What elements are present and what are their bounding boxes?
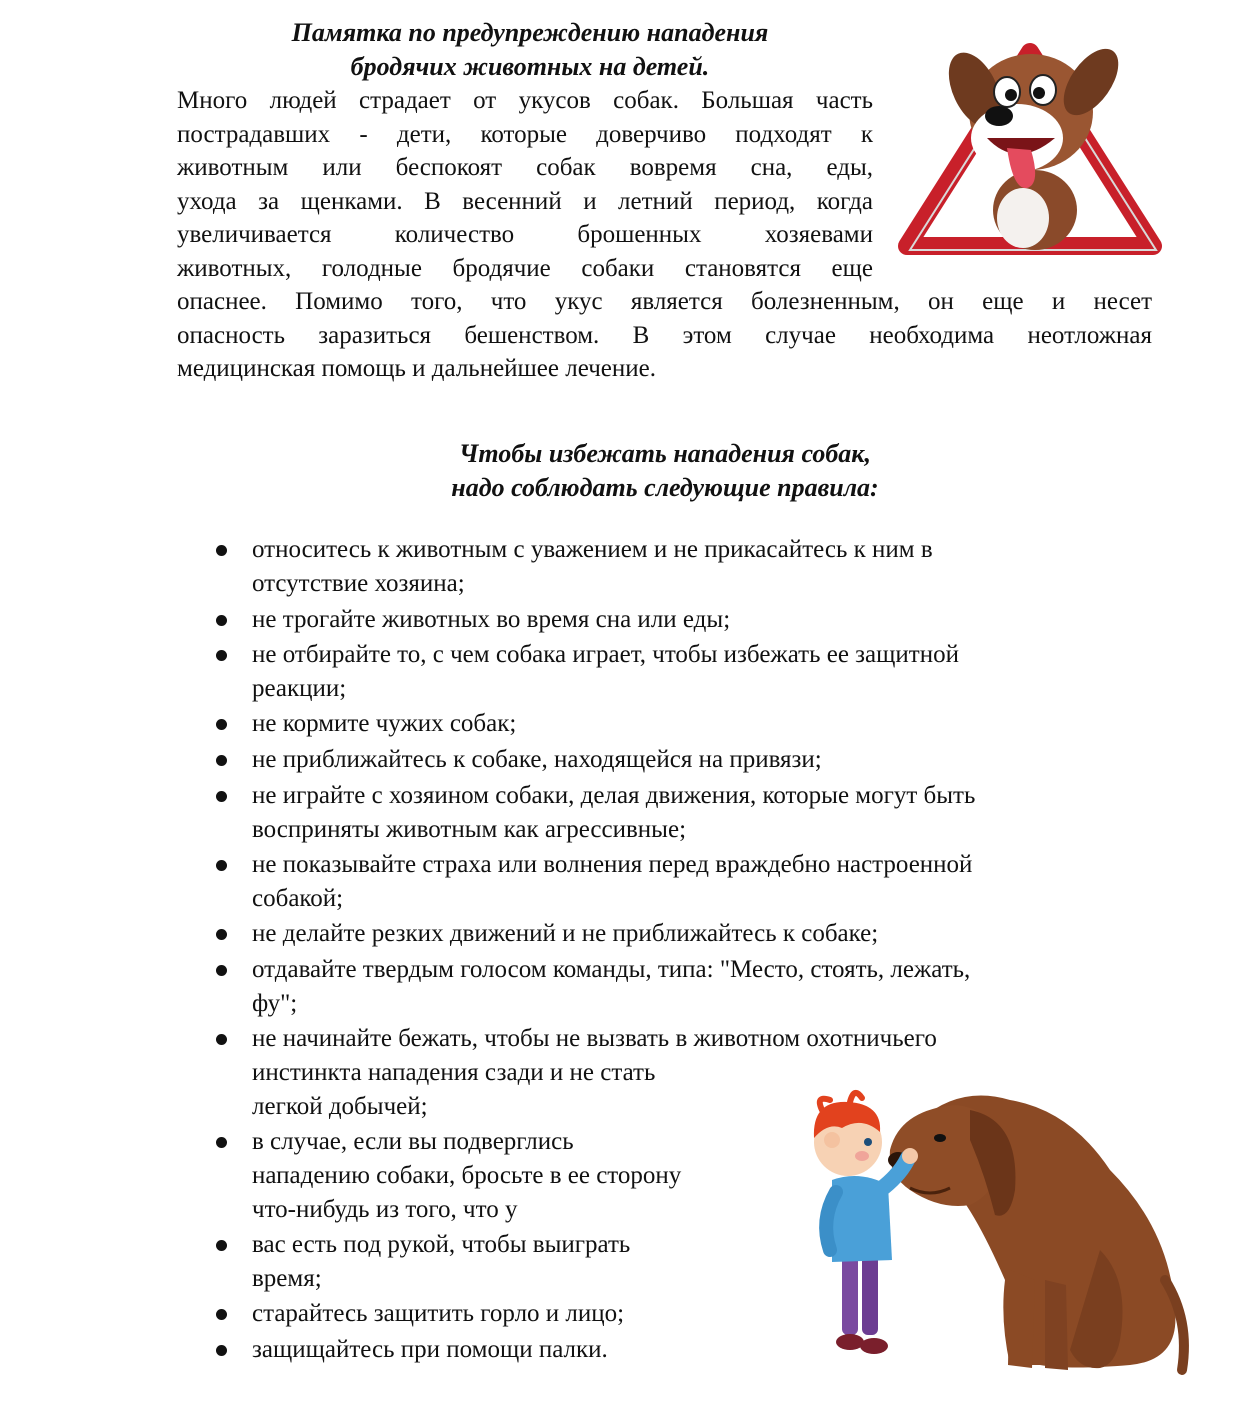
bullet-icon bbox=[216, 1309, 227, 1320]
rule-line: старайтесь защитить горло и лицо; bbox=[252, 1300, 625, 1327]
rule-line: инстинкта нападения сзади и не стать bbox=[252, 1059, 656, 1086]
child-and-dog-illustration bbox=[770, 1080, 1200, 1380]
rule-line: отдавайте твердым голосом команды, типа: "Место, стоять, лежать, bbox=[252, 956, 971, 983]
bullet-icon bbox=[216, 615, 227, 626]
rule-line: восприняты животным как агрессивные; bbox=[252, 816, 687, 843]
rule-text bbox=[252, 638, 1132, 706]
title-line-2: бродячих животных на детей. bbox=[350, 52, 710, 81]
bullet-icon bbox=[216, 719, 227, 730]
dog-warning-sign-icon bbox=[895, 20, 1165, 260]
rule-line: не играйте с хозяином собаки, делая движения, которые могут быть bbox=[252, 782, 976, 809]
rule-text bbox=[252, 779, 1132, 847]
rules-heading-line-1: Чтобы избежать нападения собак, bbox=[458, 439, 871, 468]
intro-line: увеличивается количество брошенных хозяевами bbox=[177, 221, 873, 248]
bullet-icon bbox=[216, 791, 227, 802]
rule-line: легкой добычей; bbox=[252, 1093, 428, 1120]
rule-line: защищайтесь при помощи палки. bbox=[252, 1336, 608, 1363]
intro-line: опасность заразиться бешенством. В этом случае необходима неотложная bbox=[177, 321, 1152, 349]
rule-text bbox=[252, 533, 1132, 601]
bullet-icon bbox=[216, 650, 227, 661]
rule-line: не отбирайте то, с чем собака играет, чтобы избежать ее защитной bbox=[252, 641, 959, 668]
rule-text bbox=[252, 848, 1132, 916]
rule-text bbox=[252, 953, 1132, 1021]
intro-line: медицинская помощь и дальнейшее лечение. bbox=[177, 355, 656, 382]
bullet-icon bbox=[216, 545, 227, 556]
bullet-icon bbox=[216, 755, 227, 766]
rule-line: нападению собаки, бросьте в ее сторону bbox=[252, 1162, 682, 1189]
intro-line: Много людей страдает от укусов собак. Большая часть bbox=[177, 87, 873, 114]
intro-line: животным или беспокоят собак вовремя сна, еды, bbox=[177, 154, 873, 181]
rule-line: не трогайте животных во время сна или еды; bbox=[252, 606, 731, 633]
intro-line: ухода за щенками. В весенний и летний период, когда bbox=[177, 187, 873, 215]
bullet-icon bbox=[216, 1137, 227, 1148]
rule-line: относитесь к животным с уважением и не прикасайтесь к ним в bbox=[252, 536, 933, 563]
rules-heading-line-2: надо соблюдать следующие правила: bbox=[451, 473, 879, 502]
rule-line: вас есть под рукой, чтобы выиграть bbox=[252, 1231, 631, 1258]
rule-text bbox=[252, 707, 1132, 741]
rule-line: не начинайте бежать, чтобы не вызвать в животном охотничьего bbox=[252, 1025, 937, 1052]
rule-line: не приближайтесь к собаке, находящейся на привязи; bbox=[252, 746, 822, 773]
bullet-icon bbox=[216, 1034, 227, 1045]
rule-text bbox=[252, 743, 1132, 777]
bullet-icon bbox=[216, 965, 227, 976]
intro-line: животных, голодные бродячие собаки становятся еще bbox=[177, 254, 873, 282]
intro-line: пострадавших - дети, которые доверчиво подходят к bbox=[177, 120, 873, 148]
bullet-icon bbox=[216, 860, 227, 871]
intro-line: опаснее. Помимо того, что укус является болезненным, он еще и несет bbox=[177, 288, 1152, 315]
rule-line: реакции; bbox=[252, 675, 347, 702]
bullet-icon bbox=[216, 929, 227, 940]
rule-text bbox=[252, 603, 1132, 637]
rule-text bbox=[252, 917, 1132, 951]
rule-line: не показывайте страха или волнения перед враждебно настроенной bbox=[252, 851, 973, 878]
rule-line: не делайте резких движений и не приближайтесь к собаке; bbox=[252, 920, 879, 947]
bullet-icon bbox=[216, 1240, 227, 1251]
rule-line: в случае, если вы подверглись bbox=[252, 1128, 574, 1155]
bullet-icon bbox=[216, 1345, 227, 1356]
rule-line: время; bbox=[252, 1265, 322, 1292]
rule-line: что-нибудь из того, что у bbox=[252, 1196, 518, 1223]
rule-line: фу"; bbox=[252, 990, 298, 1017]
rule-line: собакой; bbox=[252, 885, 344, 912]
title-line-1: Памятка по предупреждению нападения bbox=[291, 18, 769, 47]
rule-line: не кормите чужих собак; bbox=[252, 710, 517, 737]
rule-line: отсутствие хозяина; bbox=[252, 570, 465, 597]
